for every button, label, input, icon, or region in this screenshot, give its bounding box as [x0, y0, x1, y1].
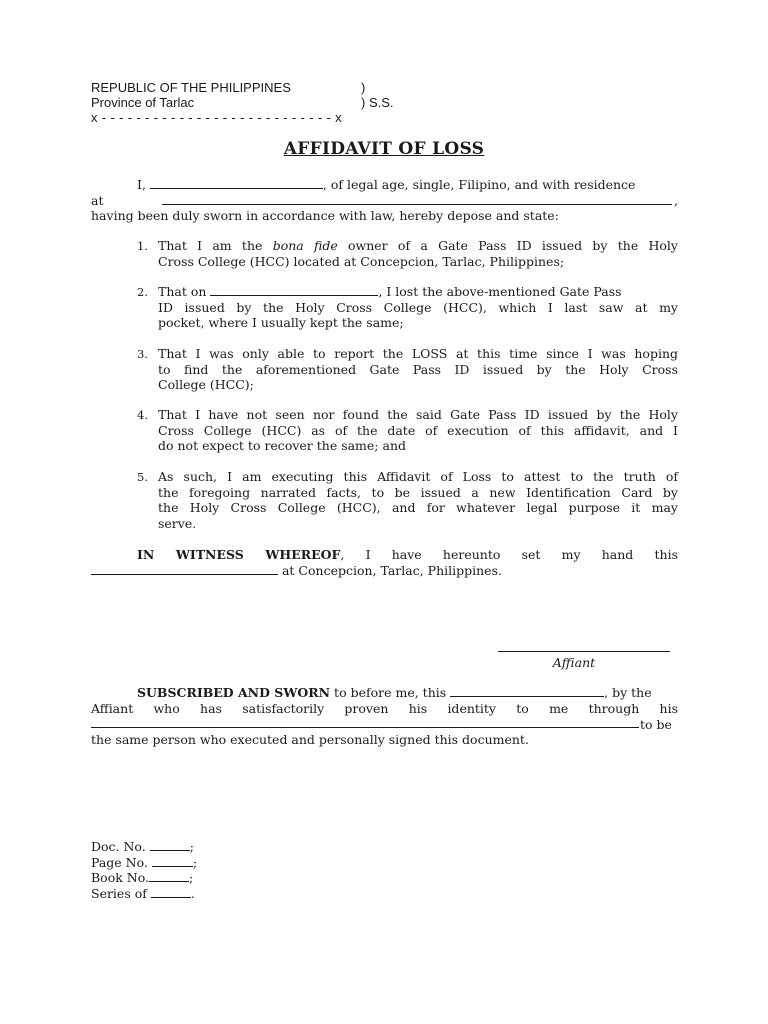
identity-proof-blank[interactable]	[91, 716, 639, 728]
item-line: the Holy Cross College (HCC), and for whatever legal purpose it may	[158, 500, 678, 515]
header-province: Province of Tarlac	[91, 95, 195, 110]
list-item	[158, 284, 678, 331]
witness-line-2	[91, 563, 502, 579]
item-line: serve.	[158, 515, 197, 531]
document-title: AFFIDAVIT OF LOSS	[283, 139, 485, 159]
item-text: That on	[158, 284, 207, 299]
header-paren: )	[361, 80, 366, 95]
item-line: to find the aforementioned Gate Pass ID issued by the Holy Cross	[158, 361, 678, 377]
series-of-label: Series of	[91, 886, 147, 901]
page-no-label: Page No.	[91, 855, 148, 870]
book-no	[91, 870, 193, 886]
item-line: Cross College (HCC) as of the date of execution of this affidavit, and I	[158, 422, 678, 438]
jurat-line-1	[137, 685, 652, 701]
jurat-to-be: to be	[640, 717, 672, 732]
witness-bold: IN WITNESS WHEREOF	[137, 547, 341, 562]
page-no-end: ;	[192, 855, 198, 870]
header-x-line: x - - - - - - - - - - - - - - - - - - - - - - - - - - - x	[91, 110, 342, 125]
item-line	[158, 284, 678, 300]
item-text: owner of a Gate Pass ID issued by the Holy	[337, 238, 678, 253]
item-line: pocket, where I usually kept the same;	[158, 315, 404, 330]
intro-i: I,	[137, 177, 146, 192]
series-of	[91, 886, 195, 902]
item-line: College (HCC);	[158, 377, 254, 392]
page-no	[91, 855, 197, 871]
intro-sworn: having been duly sworn in accordance with law, hereby depose and state:	[91, 208, 559, 223]
item-text: , I lost the above-mentioned Gate Pass	[378, 284, 622, 299]
intro-at: at	[91, 193, 104, 208]
jurat-line-4: the same person who executed and personally signed this document.	[91, 732, 529, 747]
book-no-end: ;	[189, 870, 194, 885]
item-line: Cross College (HCC) located at Concepcion, Tarlac, Philippines;	[158, 253, 565, 269]
intro-comma: ,	[674, 193, 678, 208]
book-no-label: Book No.	[91, 870, 150, 885]
item-line: ID issued by the Holy Cross College (HCC), which I last saw at my	[158, 299, 678, 315]
item-line	[158, 238, 678, 254]
item-text: That I am the	[158, 238, 273, 253]
doc-no-label: Doc. No.	[91, 839, 146, 854]
item-emphasis: bona fide	[272, 238, 338, 253]
affiant-signature-line[interactable]	[498, 651, 670, 652]
jurat-line-2: Affiant who has satisfactorily proven his identity to me through his	[91, 701, 678, 716]
item-line: That I was only able to report the LOSS at this time since I was hoping	[158, 346, 678, 361]
jurat-text: to before me, this	[330, 685, 447, 700]
intro-line-1	[137, 177, 635, 193]
header-ss: ) S.S.	[361, 95, 394, 110]
page-no-blank[interactable]	[152, 855, 193, 867]
item-number: 5.	[137, 470, 148, 484]
item-line: That I have not seen nor found the said Gate Pass ID issued by the Holy	[158, 407, 678, 422]
intro-legal-age: , of legal age, single, Filipino, and with residence	[322, 177, 636, 192]
witness-text: , I have hereunto set my hand this	[340, 547, 678, 562]
jurat-by-the: , by the	[604, 685, 652, 700]
list-item	[158, 469, 678, 531]
list-item	[158, 346, 678, 393]
witness-place: at Concepcion, Tarlac, Philippines.	[278, 563, 502, 578]
item-line: As such, I am executing this Affidavit of Loss to attest to the truth of	[158, 469, 678, 484]
header-republic: REPUBLIC OF THE PHILIPPINES	[91, 80, 291, 95]
witness-date-blank[interactable]	[91, 563, 278, 575]
list-item	[158, 407, 678, 454]
residence-blank[interactable]	[162, 193, 672, 205]
item-number: 2.	[137, 285, 148, 299]
series-of-blank[interactable]	[151, 886, 191, 898]
item-line: do not expect to recover the same; and	[158, 438, 406, 453]
jurat-bold: SUBSCRIBED AND SWORN	[137, 685, 331, 700]
doc-no	[91, 839, 194, 855]
date-lost-blank[interactable]	[210, 284, 378, 296]
doc-no-end: ;	[189, 839, 194, 854]
series-of-end: .	[190, 886, 195, 901]
book-no-blank[interactable]	[149, 870, 189, 882]
item-number: 4.	[137, 408, 148, 422]
list-item	[158, 238, 678, 269]
item-number: 3.	[137, 347, 148, 361]
name-blank[interactable]	[150, 177, 323, 189]
doc-no-blank[interactable]	[150, 839, 190, 851]
witness-line	[137, 547, 678, 563]
jurat-date-blank[interactable]	[450, 685, 604, 697]
item-line: the foregoing narrated facts, to be issued a new Identification Card by	[158, 484, 678, 500]
item-number: 1.	[137, 239, 148, 253]
affiant-label: Affiant	[552, 655, 596, 670]
